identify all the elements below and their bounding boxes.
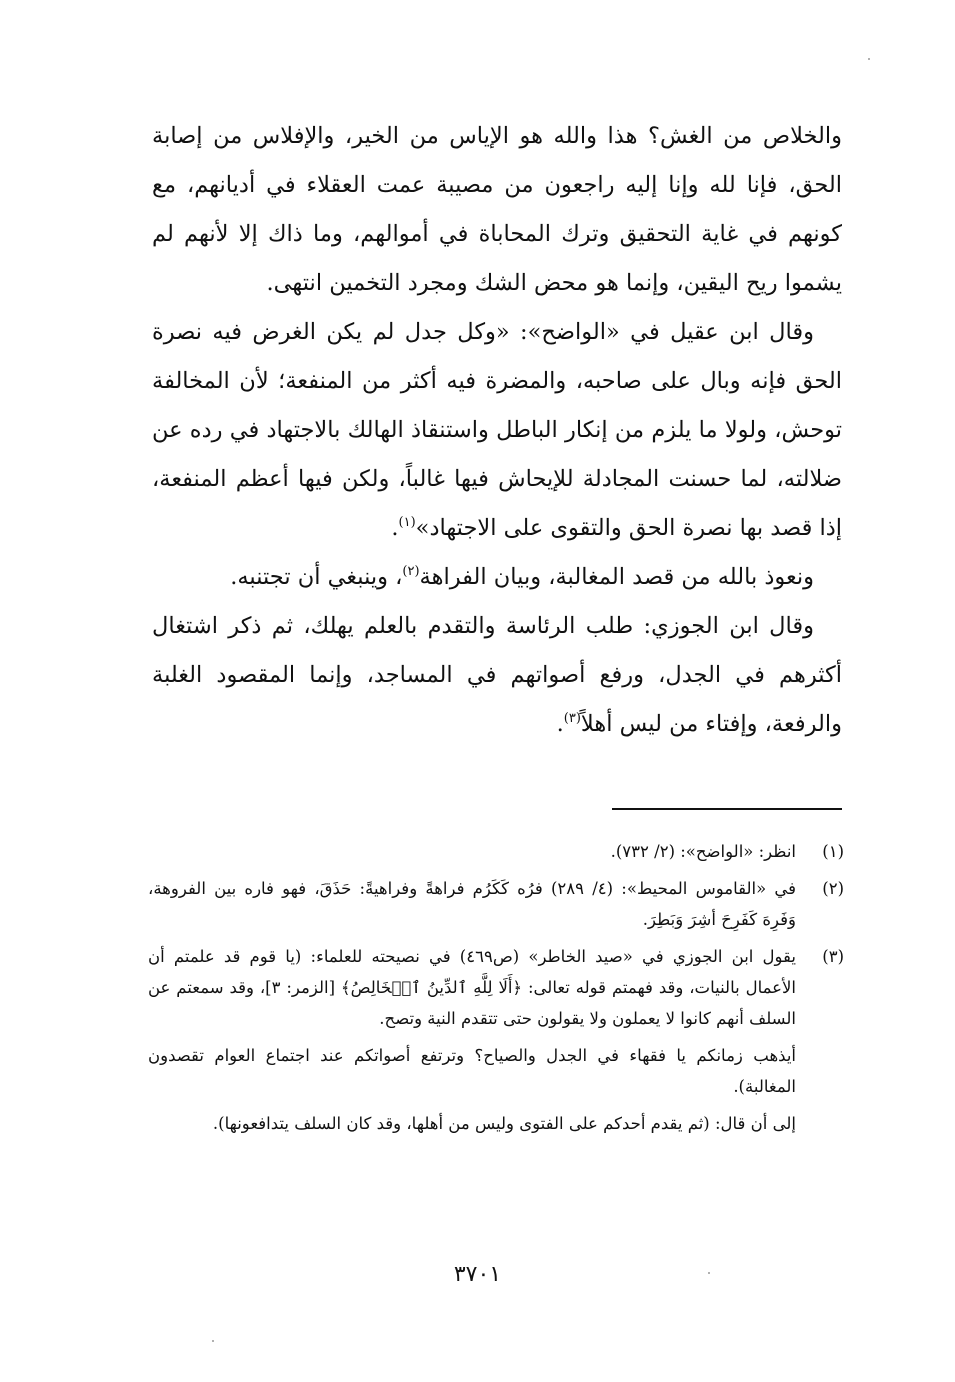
- paragraph-4-end: .: [556, 711, 564, 737]
- footnote-separator: [612, 808, 842, 810]
- footnote-number: (١): [822, 842, 844, 861]
- main-text: [152, 112, 842, 749]
- footnote-text: أيذهب زمانكم يا فقهاء في الجدل والصياح؟ وترتفع أصواتكم عند اجتماع العوام تقصدون المغالبة).: [148, 1046, 796, 1096]
- paragraph-4-text: وقال ابن الجوزي: طلب الرئاسة والتقدم بالعلم يهلك، ثم ذكر اشتغال أكثرهم في الجدل، ورفع أصواتهم في المساجد، وإنما المقصود الغلبة والرفعة، وإفتاء من ليس أهلاً: [152, 613, 842, 737]
- paragraph-2-end: .: [391, 515, 399, 541]
- footnote-ref-3[interactable]: (٣): [563, 711, 581, 726]
- paragraph-4: [152, 602, 842, 749]
- footnotes: [148, 836, 844, 1145]
- paragraph-3: [152, 553, 842, 602]
- scan-speck: [708, 1272, 710, 1274]
- footnote-ref-2[interactable]: (٢): [402, 564, 420, 579]
- footnote-body: [148, 941, 796, 1139]
- footnote-number: (٣): [822, 947, 844, 966]
- footnote-text: في «القاموس المحيط»: (٤/ ٢٨٩) فرُه كَكَرُم فراهةً وفراهيةً: حَذَقَ، فهو فاره بين الفروهة، وَفَرِهَ كَفَرِحَ أشِرَ وَبَطِرَ.: [148, 879, 796, 929]
- scan-speck: [868, 58, 870, 60]
- footnote-body: [148, 873, 796, 935]
- footnote-text: يقول ابن الجوزي في «صيد الخاطر» (ص٤٦٩) في نصيحته للعلماء: (يا قوم قد علمتم أن الأعمال بالنيات، وقد فهمتم قوله تعالى: ﴿أَلَا لِلَّهِ ٱلدِّينُ ٱلۡخَالِصُ﴾ [الزمر: ٣]، وقد سمعتم عن السلف أنهم كانوا لا يعملون ولا يقولون حتى تتقدم النية وتصح.: [148, 947, 796, 1028]
- paragraph-1: [152, 112, 842, 308]
- paragraph-1-text: والخلاص من الغش؟ هذا والله هو الإياس من الخير، والإفلاس من إصابة الحق، فإنا لله وإنا إليه راجعون من مصيبة عمت العقلاء في أديانهم، مع كونهم في غاية التحقيق وترك المحاباة في أموالهم، وما ذاك إلا لأنهم لم يشموا ريح اليقين، وإنما هو محض الشك ومجرد التخمين انتهى.: [152, 123, 842, 296]
- footnote-body: [148, 836, 796, 867]
- footnote-text: انظر: «الواضح»: (٢/ ٧٣٢).: [610, 842, 796, 861]
- footnote-text: إلى أن قال: (ثم يقدم أحدكم على الفتوى وليس من أهلها، وقد كان السلف يتدافعونها).: [212, 1114, 796, 1133]
- footnote-number: (٢): [822, 879, 844, 898]
- footnote-2: [148, 873, 844, 935]
- page-number: ٣٧٠١: [453, 1262, 502, 1287]
- paragraph-2-text: وقال ابن عقيل في «الواضح»: «وكل جدل لم يكن الغرض فيه نصرة الحق فإنه وبال على صاحبه، والمضرة فيه أكثر من المنفعة؛ لأن المخالفة توحش، ولولا ما يلزم من إنكار الباطل واستنقاذ الهالك بالاجتهاد في رده عن ضلالته، لما حسنت المجادلة للإيحاش فيها غالباً، ولكن فيها أعظم المنفعة، إذا قصد بها نصرة الحق والتقوى على الاجتهاد»: [152, 319, 842, 541]
- footnote-3: [148, 941, 844, 1139]
- footnote-1: [148, 836, 844, 867]
- paragraph-3-text-b: ، وينبغي أن تجتنبه.: [230, 564, 403, 590]
- paragraph-2: [152, 308, 842, 553]
- paragraph-3-text-a: ونعوذ بالله من قصد المغالبة، وبيان الفراهة: [419, 564, 814, 590]
- footnote-ref-1[interactable]: (١): [398, 515, 416, 530]
- scan-speck: [212, 1340, 214, 1342]
